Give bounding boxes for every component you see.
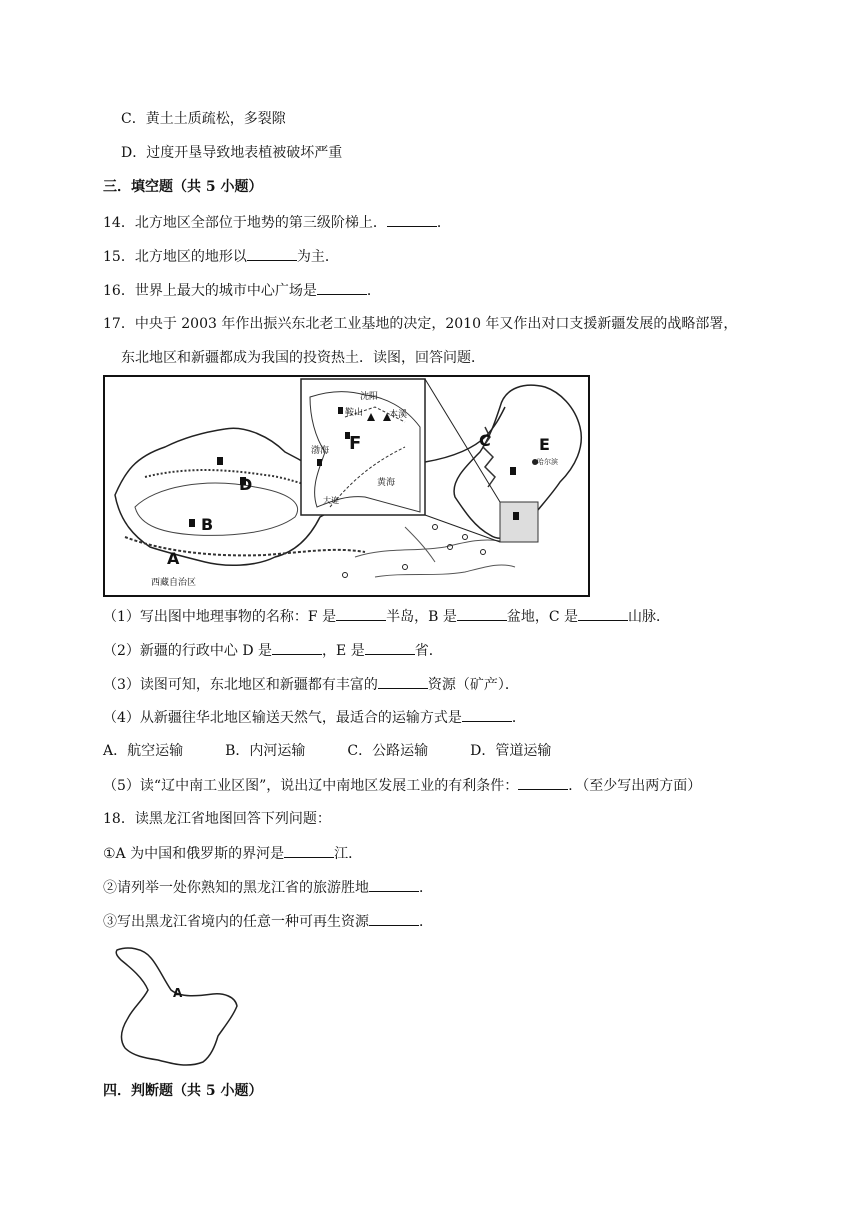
q17-4-a: （4）从新疆往华北地区输送天然气，最适合的运输方式是 — [103, 710, 462, 726]
answer-blank[interactable] — [365, 640, 415, 655]
q17-2-b: ，E 是 — [322, 643, 365, 659]
question-18: 18．读黑龙江省地图回答下列问题： — [103, 811, 331, 827]
answer-blank[interactable] — [578, 606, 628, 621]
q18-3-text: ③写出黑龙江省境内的任意一种可再生资源 — [103, 914, 369, 930]
option-d[interactable]: D．管道运输 — [470, 743, 552, 759]
heilongjiang-map — [103, 938, 241, 1072]
question-17-4: （4）从新疆往华北地区输送天然气，最适合的运输方式是 ． — [103, 707, 526, 728]
option-c: C．黄土土质疏松，多裂隙 — [121, 111, 286, 127]
answer-blank[interactable] — [247, 246, 297, 261]
question-18-1 — [103, 843, 362, 864]
answer-blank[interactable] — [369, 911, 419, 926]
map-label-f: F — [349, 433, 362, 454]
answer-blank[interactable] — [378, 674, 428, 689]
q15-text-a: 15．北方地区的地形以 — [103, 249, 247, 265]
answer-blank[interactable] — [369, 877, 419, 892]
section-title-judgement: 四．判断题（共 5 小题） — [103, 1083, 263, 1099]
question-17-4-options — [103, 741, 593, 761]
answer-blank[interactable] — [284, 843, 334, 858]
option-a[interactable]: A．航空运输 — [103, 743, 184, 759]
q17-1-a: （1）写出图中地理事物的名称：F 是 — [103, 609, 337, 625]
map-label-harbin: 哈尔滨 — [537, 458, 558, 466]
q15-text-b: 为主． — [296, 249, 339, 265]
question-17-5 — [103, 775, 701, 796]
answer-blank[interactable] — [462, 707, 512, 722]
option-d: D．过度开垦导致地表植被破坏严重 — [121, 145, 343, 161]
q18-1-a: ①A 为中国和俄罗斯的界河是 — [103, 846, 285, 862]
map-label-c: C — [479, 431, 491, 450]
q17-1-c: 盆地，C 是 — [506, 609, 578, 625]
q18-2-text: ②请列举一处你熟知的黑龙江省的旅游胜地 — [103, 880, 369, 896]
q16-text: 16．世界上最大的城市中心广场是 — [103, 283, 317, 299]
q17-2-c: 省． — [414, 643, 443, 659]
q14-text: 14．北方地区全部位于地势的第三级阶梯上． — [103, 215, 387, 231]
q17-1-b: 半岛，B 是 — [386, 609, 457, 625]
answer-blank[interactable] — [317, 280, 367, 295]
q17-3-a: （3）读图可知，东北地区和新疆都有丰富的 — [103, 677, 378, 693]
answer-blank[interactable] — [518, 775, 568, 790]
map-label-benxi: 本溪 — [389, 410, 408, 420]
map-label-tibet: 西藏自治区 — [151, 578, 197, 588]
question-18-3: ③写出黑龙江省境内的任意一种可再生资源 ． — [103, 911, 433, 932]
map-label-a: A — [167, 549, 180, 568]
option-c[interactable]: C．公路运输 — [347, 743, 429, 759]
question-17-2 — [103, 640, 443, 661]
china-north-map — [103, 375, 590, 597]
map-label-e: E — [539, 435, 550, 454]
map-label-anshan: 鞍山 — [345, 408, 364, 418]
q17-1-d: 山脉． — [628, 609, 670, 625]
question-17-1 — [103, 606, 670, 627]
answer-blank[interactable] — [272, 640, 322, 655]
heilongjiang-outline — [103, 938, 241, 1072]
hlj-label-a: A — [173, 986, 183, 1000]
map-label-bohai: 渤海 — [311, 446, 330, 456]
answer-blank[interactable] — [457, 606, 507, 621]
q17-5-a: （5）读“辽中南工业区图”，说出辽中南地区发展工业的有利条件： — [103, 778, 519, 794]
q18-1-b: 江． — [334, 846, 363, 862]
question-17-line2: 东北地区和新疆都成为我国的投资热土．读图，回答问题． — [121, 350, 485, 366]
map-label-shenyang: 沈阳 — [360, 392, 379, 402]
answer-blank[interactable] — [336, 606, 386, 621]
option-b[interactable]: B．内河运输 — [225, 743, 306, 759]
map-label-b: B — [201, 515, 214, 534]
section-title-fill-blank: 三．填空题（共 5 小题） — [103, 179, 263, 195]
question-15 — [103, 246, 339, 267]
q17-5-b: ．（至少写出两方面） — [568, 778, 702, 794]
question-17-line1: 17．中央于 2003 年作出振兴东北老工业基地的决定，2010 年又作出对口支援新疆发展的战略部署， — [103, 316, 738, 332]
map-label-dalian: 大连 — [323, 496, 339, 505]
question-16: 16．世界上最大的城市中心广场是 ． — [103, 280, 381, 301]
question-14: 14．北方地区全部位于地势的第三级阶梯上． ． — [103, 212, 451, 233]
q17-2-a: （2）新疆的行政中心 D 是 — [103, 643, 273, 659]
q17-3-b: 资源（矿产）． — [427, 677, 519, 693]
map-label-huanghai: 黄海 — [377, 478, 396, 488]
question-17-3 — [103, 674, 519, 695]
question-18-2: ②请列举一处你熟知的黑龙江省的旅游胜地 ． — [103, 877, 433, 898]
answer-blank[interactable] — [387, 212, 437, 227]
map-label-d: D — [239, 475, 253, 494]
